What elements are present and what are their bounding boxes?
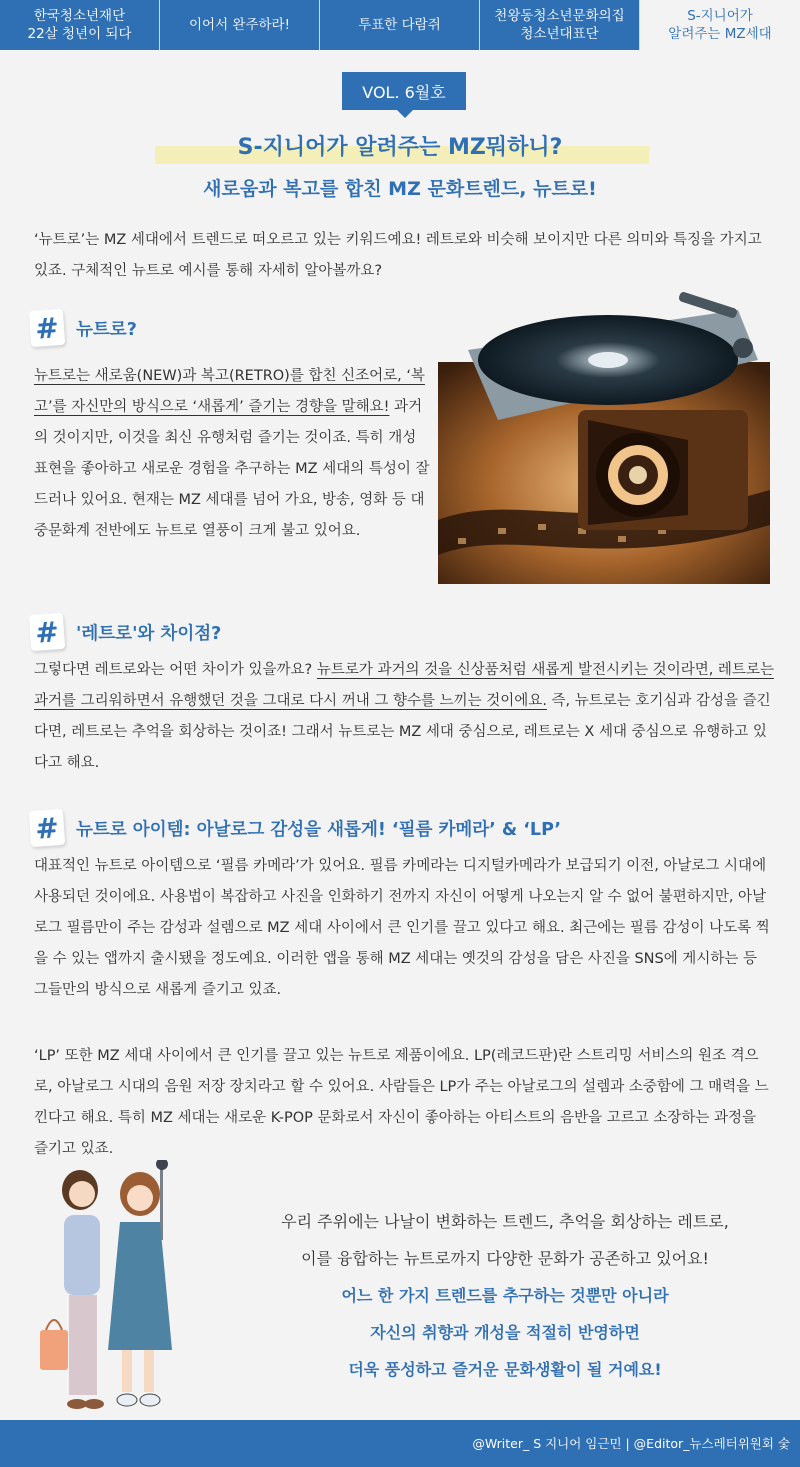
turntable-camera-image xyxy=(438,290,770,584)
page-title: S-지니어가 알려주는 MZ뭐하니? xyxy=(237,135,563,160)
hashtag-icon: # xyxy=(29,309,65,347)
closing-line: 우리 주위에는 나날이 변화하는 트렌드, 추억을 회상하는 레트로, xyxy=(281,1212,729,1231)
closing-message xyxy=(210,1203,800,1388)
closing-line: 이를 융합하는 뉴트로까지 다양한 문화가 공존하고 있어요! xyxy=(301,1249,709,1268)
tab-youth-representatives[interactable]: 천왕동청소년문화의집 청소년대표단 xyxy=(480,0,640,50)
section-newtro-body xyxy=(34,361,430,547)
tab-voting-squirrel[interactable]: 투표한 다람쥐 xyxy=(320,0,480,50)
intro-paragraph: ‘뉴트로’는 MZ 세대에서 트렌드로 떠오르고 있는 키워드예요! 레트로와 비슷해 보이지만 다른 의미와 특징을 가지고 있죠. 구체적인 뉴트로 예시를 통해 자세히 알아볼까요? xyxy=(34,232,762,279)
section-retro-diff-body xyxy=(34,655,774,779)
hashtag-icon: # xyxy=(29,613,65,651)
page-subtitle: 새로움과 복고를 합친 MZ 문화트렌드, 뉴트로! xyxy=(203,178,597,200)
highlight-text: 뉴트로는 새로움(NEW)과 복고(RETRO)를 합친 신조어로, ‘복고’를 자신만의 방식으로 ‘새롭게’ 즐기는 경향을 말해요! xyxy=(34,368,425,415)
section-items-heading xyxy=(30,810,561,846)
body-text: 그렇다면 레트로와는 어떤 차이가 있을까요? xyxy=(34,662,317,678)
top-navigation xyxy=(0,0,800,50)
section-title: '레트로'와 차이점? xyxy=(76,623,222,644)
closing-emphasis: 어느 한 가지 트렌드를 추구하는 것뿐만 아니라 xyxy=(341,1286,669,1305)
closing-emphasis: 자신의 취향과 개성을 적절히 반영하면 xyxy=(370,1323,640,1342)
two-women-illustration xyxy=(32,1160,202,1418)
body-text: 즉, 뉴트로는 호기심과 감성을 즐긴다면, 레트로는 추억을 회상하는 것이죠! 그래서 뉴트로는 MZ 세대 중심으로, 레트로는 X 세대 중심으로 유행하고 있다고 해요. xyxy=(34,693,771,771)
tab-complete-run[interactable]: 이어서 완주하라! xyxy=(160,0,320,50)
credit-text: @Writer_ S 지니어 임근민 | @Editor_뉴스레터위원회 숯 xyxy=(472,1436,790,1451)
section-title: 뉴트로 아이템: 아날로그 감성을 새롭게! ‘필름 카메라’ & ‘LP’ xyxy=(76,819,562,840)
tab-mz-generation[interactable]: S-지니어가 알려주는 MZ세대 xyxy=(640,0,800,50)
film-camera-paragraph: 대표적인 뉴트로 아이템으로 ‘필름 카메라’가 있어요. 필름 카메라는 디지털카메라가 보급되기 이전, 아날로그 시대에 사용되던 것이에요. 사용법이 복잡하고 사진을 인화하기 전까지 자신이 어떻게 나오는지 알 수 없어 불편하지만, 아날로그 필름만이 주는 감성과 설렘으로 MZ 세대 사이에서 큰 인기를 끌고 있다고 해요. 최근에는 필름 감성이 나도록 찍을 수 있는 앱까지 출시됐을 정도예요. 이러한 앱을 통해 MZ 세대는 옛것의 감성을 담은 사진을 SNS에 게시하는 등 그들만의 방식으로 새롭게 즐기고 있죠. xyxy=(34,858,770,998)
section-newtro-heading xyxy=(30,310,137,346)
closing-emphasis: 더욱 풍성하고 즐거운 문화생활이 될 거예요! xyxy=(348,1360,662,1379)
volume-badge: VOL. 6월호 xyxy=(342,72,466,110)
tab-foundation-22[interactable]: 한국청소년재단 22살 청년이 되다 xyxy=(0,0,160,50)
section-title: 뉴트로? xyxy=(76,319,137,340)
hashtag-icon: # xyxy=(29,809,65,847)
footer-bar xyxy=(0,1420,800,1467)
section-retro-diff-heading xyxy=(30,614,221,650)
highlight-text: 뉴트로가 과거의 것을 신상품처럼 새롭게 발전시키는 것이라면, 레트로는 과거를 그리워하면서 유행했던 것을 그대로 다시 꺼내 그 향수를 느끼는 것이에요. xyxy=(34,662,774,709)
body-text: 과거의 것이지만, 이것을 최신 유행처럼 즐기는 것이죠. 특히 개성 표현을 좋아하고 새로운 경험을 추구하는 MZ 세대의 특성이 잘 드러나 있어요. 현재는 MZ 세대를 넘어 가요, 방송, 영화 등 대중문화계 전반에도 뉴트로 열풍이 크게 불고 있어요. xyxy=(34,399,430,539)
lp-paragraph: ‘LP’ 또한 MZ 세대 사이에서 큰 인기를 끌고 있는 뉴트로 제품이에요. LP(레코드판)란 스트리밍 서비스의 원조 격으로, 아날로그 시대의 음원 저장 장치라고 할 수 있어요. 사람들은 LP가 주는 아날로그의 설렘과 소중함에 그 매력을 느낀다고 해요. 특히 MZ 세대는 새로운 K-POP 문화로서 자신이 좋아하는 아티스트의 음반을 고르고 소장하는 과정을 즐기고 있죠. xyxy=(34,1048,769,1157)
